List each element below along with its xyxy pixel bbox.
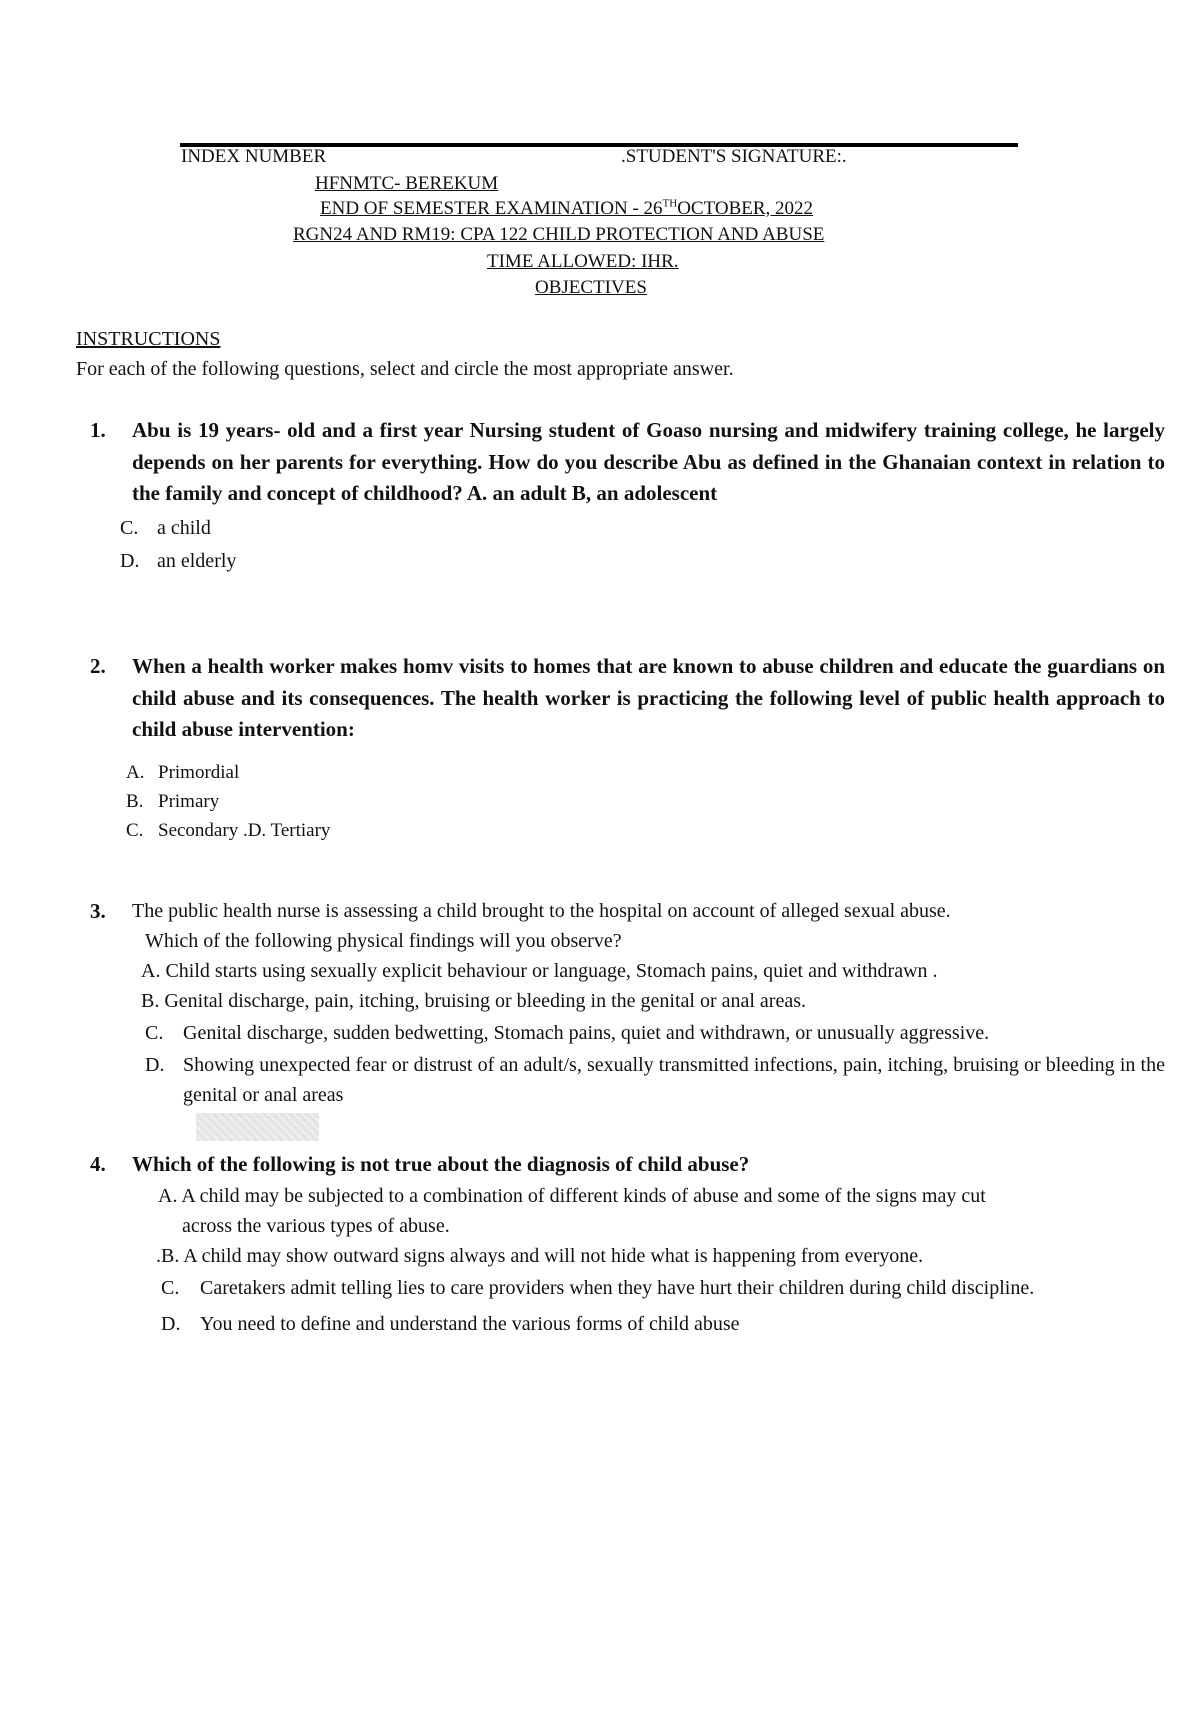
option-b: B. Primary	[126, 790, 220, 812]
question-stem: Abu is 19 years- old and a first year Nursing student of Goaso nursing and midwifery training college, he largely depends on her parents for everything. How do you describe Abu as defined in the Ghanaian context in relation to the family and concept of childhood? A. an adult B, an adolescent	[132, 418, 1165, 505]
question-4	[90, 1149, 1165, 1339]
option-d: D. You need to define and understand the various forms of child abuse	[161, 1312, 740, 1335]
option-a-continued: across the various types of abuse.	[182, 1214, 450, 1237]
question-3	[90, 896, 1165, 1110]
index-number-label: INDEX NUMBER	[181, 146, 327, 167]
exam-title: END OF SEMESTER EXAMINATION - 26THOCTOBER, 2022	[320, 197, 814, 219]
student-signature-label: .STUDENT'S SIGNATURE:.	[621, 146, 847, 167]
time-allowed: TIME ALLOWED: IHR.	[487, 251, 679, 272]
option-b: .B. A child may show outward signs always and will not hide what is happening from everyone.	[156, 1244, 924, 1267]
question-1	[90, 415, 1165, 576]
option-a: A. A child may be subjected to a combination of different kinds of abuse and some of the signs may cut	[158, 1184, 986, 1207]
option-a: A. Primordial	[126, 761, 240, 783]
question-number: 3.	[90, 899, 106, 923]
question-number: 4.	[90, 1152, 106, 1176]
option-c: C. a child	[120, 516, 211, 539]
question-number: 1.	[90, 418, 106, 442]
option-a: A. Child starts using sexually explicit behaviour or language, Stomach pains, quiet and withdrawn .	[141, 960, 938, 982]
instructions-title: INSTRUCTIONS	[76, 328, 221, 350]
option-b: B. Genital discharge, pain, itching, bruising or bleeding in the genital or anal areas.	[141, 990, 806, 1012]
question-number: 2.	[90, 654, 106, 678]
option-d: D. Showing unexpected fear or distrust of an adult/s, sexually transmitted infections, pain, itching, bruising or bleeding in the genital or anal areas	[145, 1054, 1165, 1106]
option-c: C. Caretakers admit telling lies to care providers when they have hurt their children during child discipline.	[161, 1276, 1035, 1299]
option-c: C. Secondary .D. Tertiary	[126, 819, 331, 841]
question-stem: Which of the following is not true about the diagnosis of child abuse?	[132, 1152, 750, 1176]
smudge-mark	[196, 1113, 319, 1141]
question-2	[90, 651, 1165, 845]
course-title: RGN24 AND RM19: CPA 122 CHILD PROTECTION AND ABUSE	[293, 224, 825, 245]
question-stem-line2: Which of the following physical findings will you observe?	[145, 930, 622, 952]
option-d: D. an elderly	[120, 549, 237, 572]
option-c: C. Genital discharge, sudden bedwetting, Stomach pains, quiet and withdrawn, or unusually aggressive.	[145, 1022, 990, 1044]
question-stem: The public health nurse is assessing a child brought to the hospital on account of alleged sexual abuse.	[132, 900, 951, 922]
section-title: OBJECTIVES	[535, 277, 647, 298]
school-name: HFNMTC- BEREKUM	[315, 173, 499, 194]
question-stem: When a health worker makes homv visits to homes that are known to abuse children and educate the guardians on child abuse and its consequences. The health worker is practicing the following level of public health approach to child abuse intervention:	[132, 654, 1165, 741]
instructions-text: For each of the following questions, select and circle the most appropriate answer.	[76, 358, 734, 380]
